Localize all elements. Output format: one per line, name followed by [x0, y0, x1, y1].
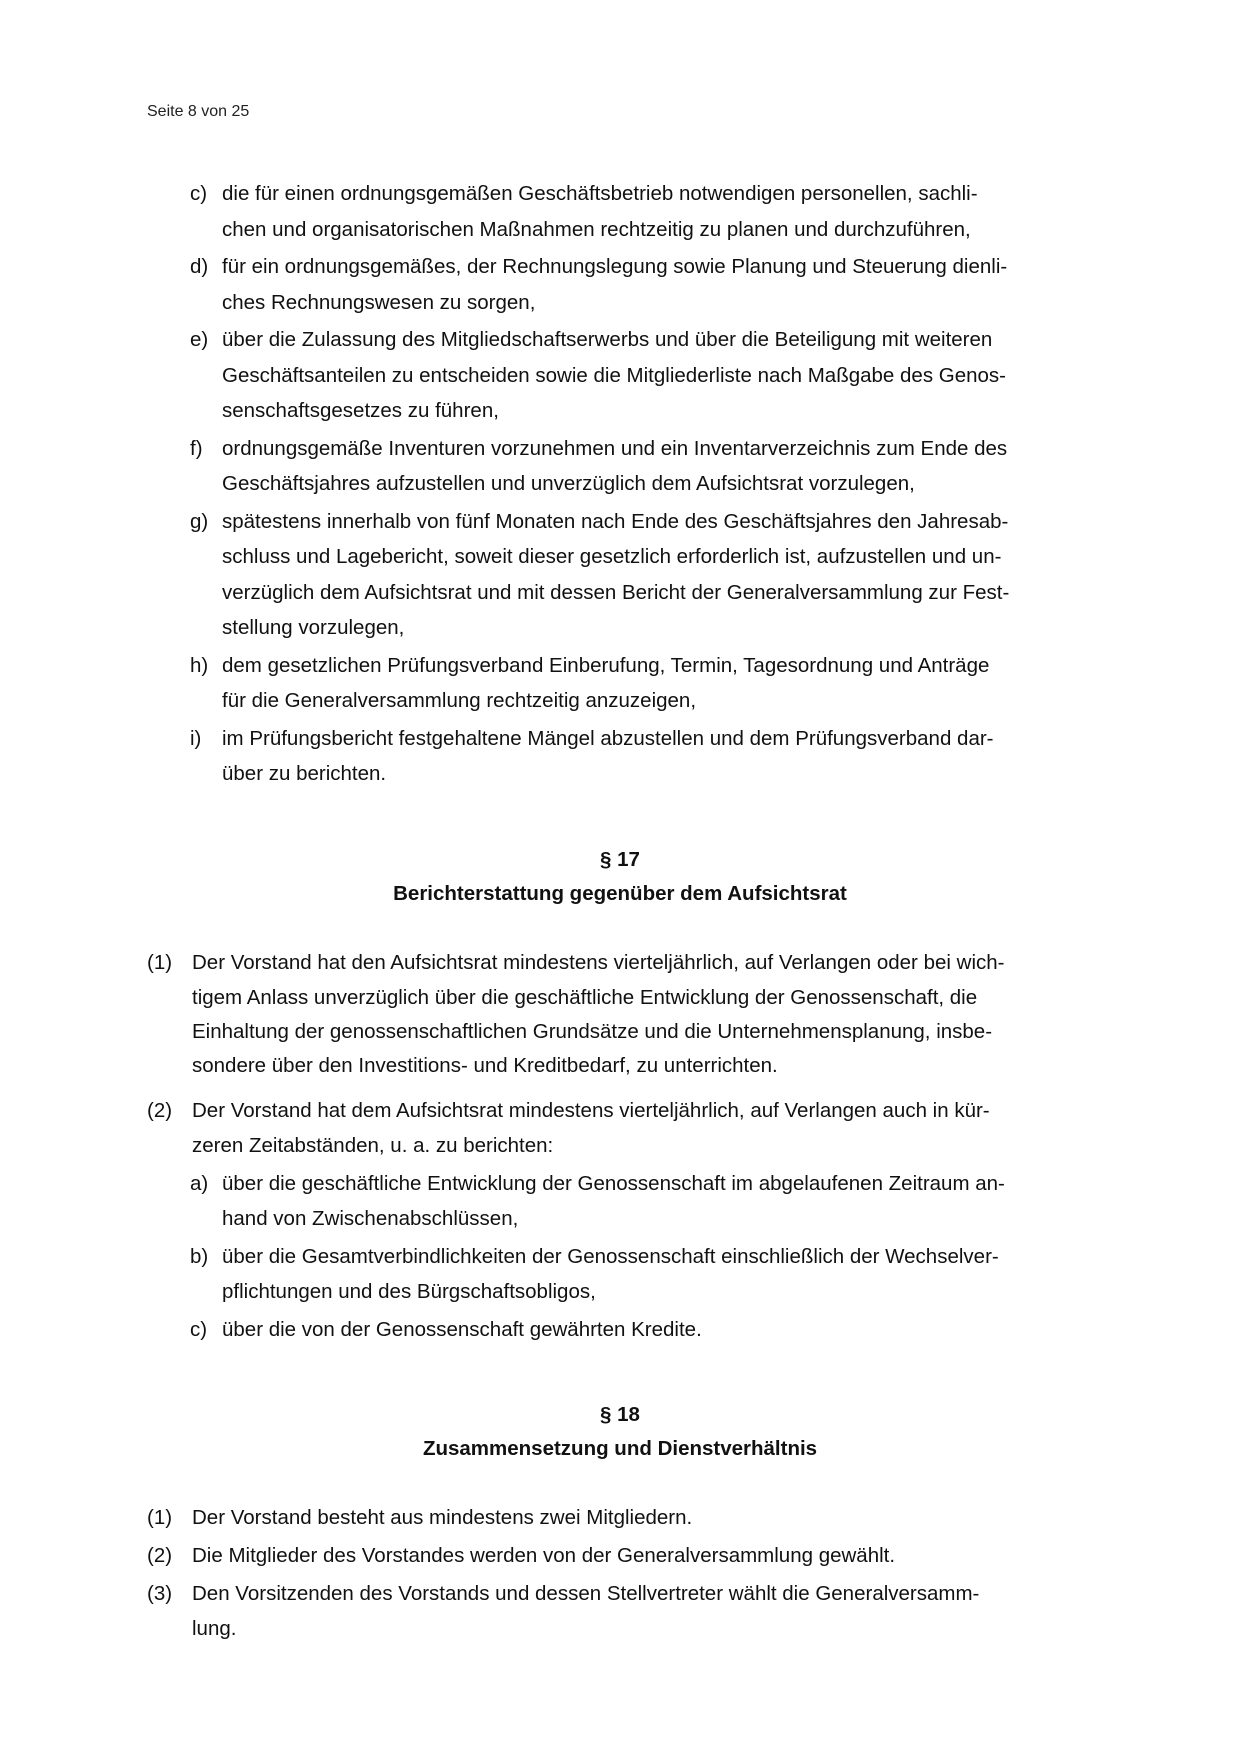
section-title: Zusammensetzung und Dienstverhältnis — [422, 1437, 818, 1460]
item-label: e) — [190, 328, 209, 351]
paragraph-label: (2) — [147, 1544, 173, 1567]
paragraph-text: Der Vorstand hat dem Aufsichtsrat mindestens vierteljährlich, auf Verlangen auch in kür- — [192, 1099, 990, 1122]
paragraph-text: Der Vorstand besteht aus mindestens zwei Mitgliedern. — [192, 1506, 693, 1529]
item-text: spätestens innerhalb von fünf Monaten nach Ende des Geschäftsjahres den Jahresab- — [222, 510, 1009, 533]
item-text: verzüglich dem Aufsichtsrat und mit dessen Bericht der Generalversammlung zur Fest- — [222, 581, 1010, 604]
page-header: Seite 8 von 25 — [147, 103, 250, 120]
section-number: § 18 — [600, 1403, 640, 1426]
item-text: für die Generalversammlung rechtzeitig anzuzeigen, — [222, 689, 697, 712]
paragraph-text: sondere über den Investitions- und Kreditbedarf, zu unterrichten. — [192, 1054, 778, 1077]
item-label: g) — [190, 510, 209, 533]
paragraph-text: zeren Zeitabständen, u. a. zu berichten: — [192, 1134, 554, 1157]
item-label: c) — [190, 1318, 208, 1341]
section-title: Berichterstattung gegenüber dem Aufsichtsrat — [393, 882, 847, 905]
item-text: über die Zulassung des Mitgliedschaftserwerbs und über die Beteiligung mit weiteren — [222, 328, 993, 351]
item-text: schluss und Lagebericht, soweit dieser gesetzlich erforderlich ist, aufzustellen und un- — [222, 545, 1002, 568]
paragraph-text: Die Mitglieder des Vorstandes werden von der Generalversammlung gewählt. — [192, 1544, 896, 1567]
item-text: hand von Zwischenabschlüssen, — [222, 1207, 519, 1230]
item-label: a) — [190, 1172, 209, 1195]
item-text: pflichtungen und des Bürgschaftsobligos, — [222, 1280, 596, 1303]
item-text: dem gesetzlichen Prüfungsverband Einberufung, Termin, Tagesordnung und Anträge — [222, 654, 990, 677]
paragraph-text: tigem Anlass unverzüglich über die geschäftliche Entwicklung der Genossenschaft, die — [192, 986, 978, 1009]
section-number: § 17 — [600, 848, 640, 871]
item-label: d) — [190, 255, 209, 278]
paragraph-text: Einhaltung der genossenschaftlichen Grundsätze und die Unternehmensplanung, insbe- — [192, 1020, 993, 1043]
item-text: über die Gesamtverbindlichkeiten der Genossenschaft einschließlich der Wechselver- — [222, 1245, 999, 1268]
item-text: für ein ordnungsgemäßes, der Rechnungslegung sowie Planung und Steuerung dienli- — [222, 255, 1008, 278]
item-text: Geschäftsanteilen zu entscheiden sowie die Mitgliederliste nach Maßgabe des Genos- — [222, 364, 1006, 387]
item-text: über zu berichten. — [222, 762, 387, 785]
item-label: h) — [190, 654, 209, 677]
item-text: über die von der Genossenschaft gewährten Kredite. — [222, 1318, 702, 1341]
item-label: c) — [190, 182, 208, 205]
item-text: senschaftsgesetzes zu führen, — [222, 399, 499, 422]
paragraph-text: Der Vorstand hat den Aufsichtsrat mindestens vierteljährlich, auf Verlangen oder bei wich- — [192, 951, 1005, 974]
item-text: ches Rechnungswesen zu sorgen, — [222, 291, 536, 314]
paragraph-label: (3) — [147, 1582, 173, 1605]
paragraph-label: (1) — [147, 1506, 173, 1529]
item-text: im Prüfungsbericht festgehaltene Mängel abzustellen und dem Prüfungsverband dar- — [222, 727, 994, 750]
item-text: über die geschäftliche Entwicklung der Genossenschaft im abgelaufenen Zeitraum an- — [222, 1172, 1005, 1195]
item-text: die für einen ordnungsgemäßen Geschäftsbetrieb notwendigen personellen, sachli- — [222, 182, 978, 205]
paragraph-label: (2) — [147, 1099, 173, 1122]
paragraph-text: lung. — [192, 1617, 237, 1640]
item-label: i) — [190, 727, 202, 750]
item-text: Geschäftsjahres aufzustellen und unverzüglich dem Aufsichtsrat vorzulegen, — [222, 472, 915, 495]
item-text: stellung vorzulegen, — [222, 616, 405, 639]
item-label: b) — [190, 1245, 209, 1268]
item-text: chen und organisatorischen Maßnahmen rechtzeitig zu planen und durchzuführen, — [222, 218, 971, 241]
paragraph-label: (1) — [147, 951, 173, 974]
item-text: ordnungsgemäße Inventuren vorzunehmen und ein Inventarverzeichnis zum Ende des — [222, 437, 1008, 460]
item-label: f) — [190, 437, 203, 460]
paragraph-text: Den Vorsitzenden des Vorstands und dessen Stellvertreter wählt die Generalversamm- — [192, 1582, 980, 1605]
